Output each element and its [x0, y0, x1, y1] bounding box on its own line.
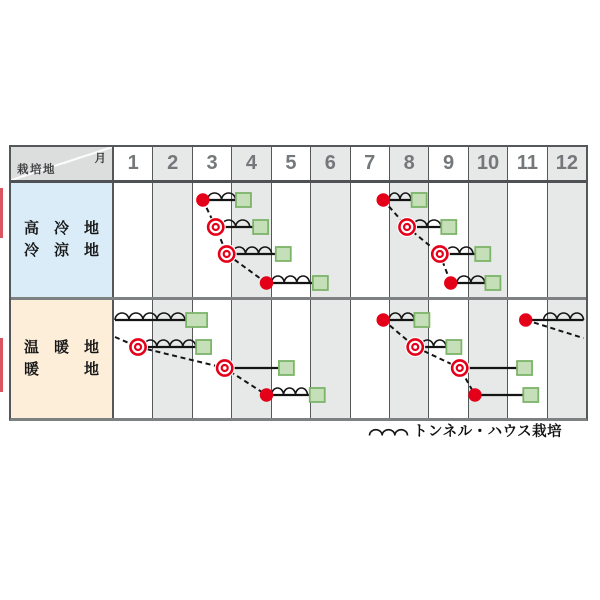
- month-header-cells: [112, 147, 586, 180]
- month-header-2: 2: [152, 147, 191, 180]
- month-header-10: 10: [468, 147, 507, 180]
- month-column-4: [231, 300, 270, 418]
- region-row-cool: [11, 183, 586, 300]
- month-column-11: [507, 183, 546, 297]
- month-header-4: 4: [231, 147, 270, 180]
- month-column-3: [192, 300, 231, 418]
- month-column-3: [192, 183, 231, 297]
- month-header-11: 11: [507, 147, 546, 180]
- region-label-line: 高 冷 地: [23, 219, 99, 237]
- tunnel-arcs-icon: [368, 424, 409, 438]
- region-label-cool: [11, 183, 112, 297]
- month-grid-cool: [112, 183, 586, 297]
- page-edge-red-sliver: [0, 338, 3, 392]
- region-label-line: 冷 涼 地: [23, 241, 99, 259]
- month-column-6: [310, 300, 349, 418]
- month-column-5: [271, 183, 310, 297]
- tunnel-legend-label: トンネル・ハウス栽培: [413, 424, 563, 440]
- month-column-10: [468, 183, 507, 297]
- corner-area-label: 栽培地: [17, 163, 56, 176]
- month-column-7: [350, 300, 389, 418]
- month-column-12: [547, 300, 586, 418]
- tunnel-arcs-glyph: [370, 429, 408, 435]
- region-row-warm: [11, 300, 586, 418]
- header-corner-cell: [11, 147, 112, 180]
- month-column-4: [231, 183, 270, 297]
- month-column-1: [114, 300, 152, 418]
- month-column-2: [152, 183, 191, 297]
- month-header-8: 8: [389, 147, 428, 180]
- month-column-12: [547, 183, 586, 297]
- region-label-warm: [11, 300, 112, 418]
- month-column-9: [428, 300, 467, 418]
- month-grid-warm: [112, 300, 586, 418]
- month-header-5: 5: [271, 147, 310, 180]
- month-column-9: [428, 183, 467, 297]
- month-column-8: [389, 183, 428, 297]
- region-label-line: 温 暖 地: [23, 338, 99, 356]
- month-header-3: 3: [192, 147, 231, 180]
- month-column-6: [310, 183, 349, 297]
- month-column-5: [271, 300, 310, 418]
- region-label-line: 暖 地: [23, 360, 99, 378]
- calendar-header-row: [11, 147, 586, 183]
- month-header-9: 9: [428, 147, 467, 180]
- calendar-table: [9, 145, 588, 421]
- month-header-1: 1: [127, 151, 139, 174]
- month-header-6: 6: [310, 147, 349, 180]
- month-column-1: [114, 183, 152, 297]
- tunnel-legend: [368, 420, 562, 441]
- month-column-11: [507, 300, 546, 418]
- corner-month-label: 月: [94, 153, 106, 165]
- month-column-2: [152, 300, 191, 418]
- month-column-8: [389, 300, 428, 418]
- month-header-7: 7: [350, 147, 389, 180]
- month-column-7: [350, 183, 389, 297]
- month-column-10: [468, 300, 507, 418]
- page-edge-red-sliver: [0, 188, 3, 238]
- month-header-12: 12: [547, 147, 586, 180]
